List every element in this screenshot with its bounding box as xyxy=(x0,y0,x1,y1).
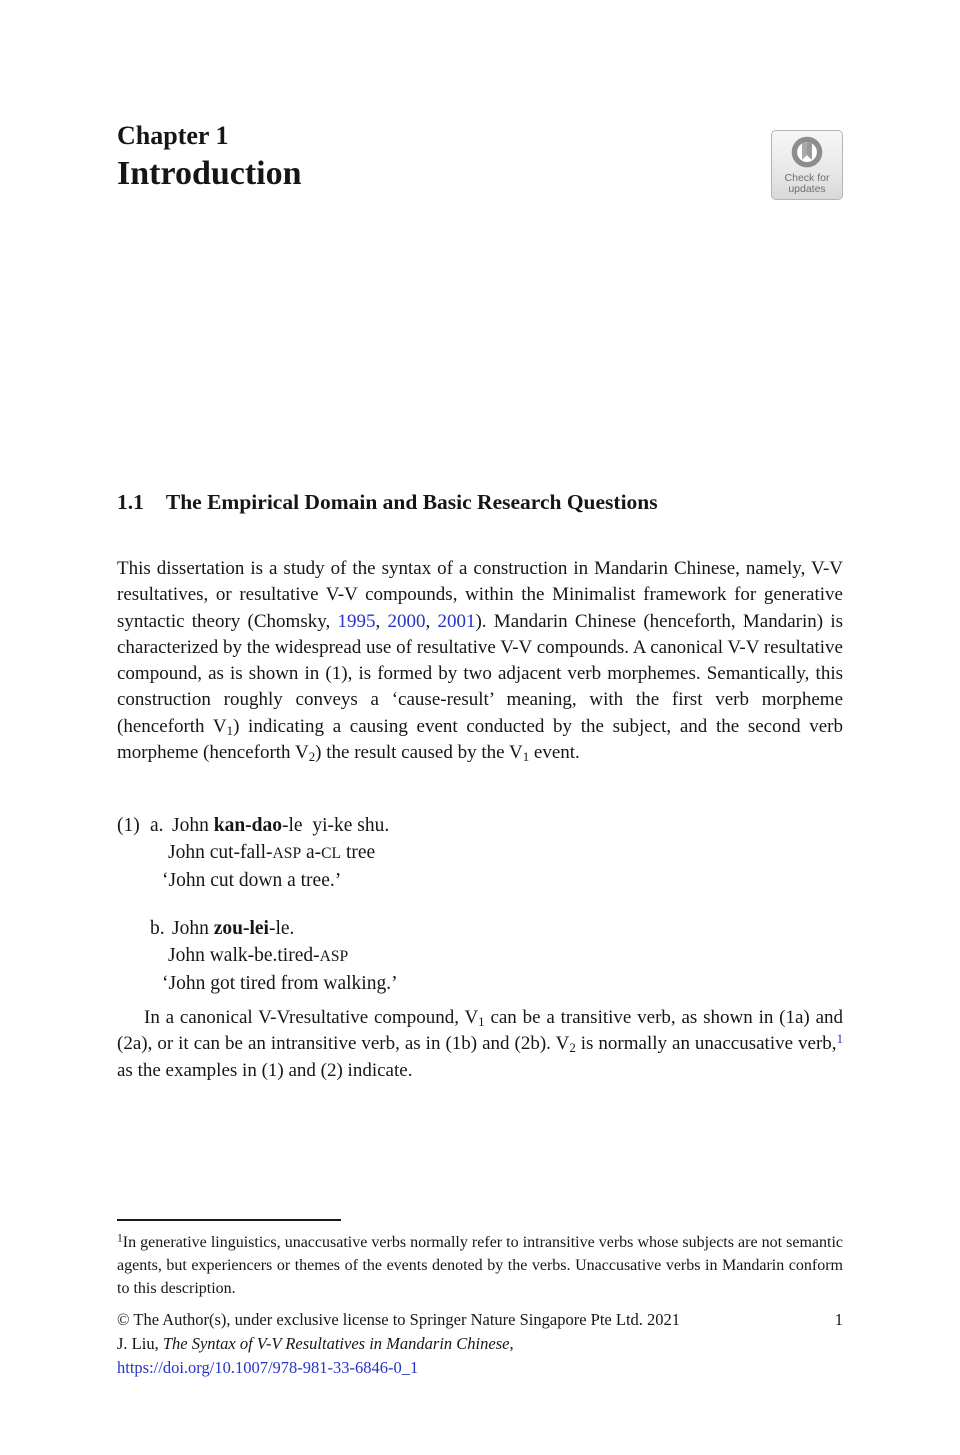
doi-link[interactable]: https://doi.org/10.1007/978-981-33-6846-0_1 xyxy=(117,1358,419,1377)
paragraph-text: as the examples in (1) and (2) indicate. xyxy=(117,1059,413,1081)
v2-subscript: 2 xyxy=(569,1040,576,1056)
footnote-separator xyxy=(117,1219,341,1221)
compound-verb-bold: kan-dao xyxy=(213,815,282,836)
example-1a-source-line xyxy=(117,812,843,839)
footnote-1 xyxy=(117,1231,843,1300)
section-heading xyxy=(117,490,843,516)
footnote-marker: 1 xyxy=(117,1232,123,1245)
page-number: 1 xyxy=(834,1310,843,1329)
example-1b xyxy=(117,915,843,997)
citation-link-2000[interactable]: 2000 xyxy=(387,610,426,632)
body-paragraph-2 xyxy=(117,1005,843,1084)
badge-label-line2: updates xyxy=(788,183,826,195)
gloss-text: a- xyxy=(301,842,322,863)
paragraph-text: ). Mandarin Chinese (henceforth, Mandarin) is characterized by the widespread use of resultative V-V compounds. A canonical V-V resultative compound, as is shown in (1), is formed by two adjacent verb morphemes. Semantically, this construction roughly conveys a ‘cause-result’ meaning, with the first verb morpheme (henceforth V xyxy=(117,610,844,737)
paragraph-text: can be a transitive verb, as shown in (1a) and (2a), or it can be an intransitive verb, as in (1b) and (2b). V xyxy=(117,1007,843,1055)
intro-paragraph xyxy=(117,556,843,766)
title-suffix: , xyxy=(509,1334,514,1353)
doi-line xyxy=(117,1356,843,1380)
copyright-line xyxy=(117,1308,843,1332)
example-1b-gloss-line xyxy=(117,942,843,970)
v1-subscript: 1 xyxy=(478,1013,485,1029)
gloss-abbrev-cl: CL xyxy=(321,845,342,862)
example-1b-label: b. xyxy=(150,918,165,939)
gloss-text: John walk-be.tired- xyxy=(168,945,320,966)
footnote-text: In generative linguistics, unaccusative verbs normally refer to intransitive verbs whose subjects are not semantic agents, but experiencers or themes of the events denoted by the verbs. Unaccusative verbs in Mandarin conform to this description. xyxy=(117,1234,843,1297)
paragraph-text: , xyxy=(425,610,438,632)
linguistic-example-1 xyxy=(117,812,843,997)
footnote-ref-link[interactable]: 1 xyxy=(836,1031,844,1047)
check-for-updates-badge[interactable] xyxy=(771,130,843,200)
example-number: (1) xyxy=(117,815,140,836)
example-1a xyxy=(117,812,843,894)
chapter-number: Chapter 1 xyxy=(117,121,229,150)
example-1a-translation-line xyxy=(117,867,843,894)
citation-line xyxy=(117,1332,843,1356)
chapter-title: Introduction xyxy=(117,155,302,193)
translation-text: ‘John got tired from walking.’ xyxy=(162,973,398,994)
gloss-abbrev-asp: ASP xyxy=(319,948,349,965)
source-text: -le. xyxy=(268,918,295,939)
chapter-header xyxy=(117,120,302,193)
section-title: The Empirical Domain and Basic Research Questions xyxy=(165,490,658,514)
gloss-text: tree xyxy=(341,842,376,863)
paragraph-text: In a canonical V-Vresultative compound, V xyxy=(144,1007,479,1028)
badge-label-line1: Check for xyxy=(784,171,830,184)
v2-subscript: 2 xyxy=(308,748,316,764)
v1-subscript: 1 xyxy=(522,748,530,764)
crossmark-bookmark-icon xyxy=(789,135,825,171)
source-text: John xyxy=(172,815,214,836)
page-footer xyxy=(117,1308,843,1380)
author-name: J. Liu, xyxy=(117,1334,163,1353)
translation-text: ‘John cut down a tree.’ xyxy=(162,870,342,891)
gloss-text: John cut-fall- xyxy=(168,842,273,863)
citation-link-2001[interactable]: 2001 xyxy=(437,610,476,632)
source-text: -le yi-ke shu. xyxy=(282,815,390,836)
gloss-abbrev-asp: ASP xyxy=(272,845,302,862)
example-1b-source-line xyxy=(117,915,843,942)
example-1b-translation-line xyxy=(117,970,843,997)
paragraph-text: This dissertation is a study of the syntax of a construction in Mandarin Chinese, namely, V-V resultatives, or resultative V-V compounds, within the Minimalist framework for generative syntactic theory (Chomsky, xyxy=(117,558,843,632)
compound-verb-bold: zou-lei xyxy=(213,918,269,939)
paragraph-text: ) indicating a causing event conducted by the subject, and the second verb morpheme (henceforth V xyxy=(117,715,844,764)
paragraph-text: ) the result caused by the V xyxy=(315,742,523,764)
example-1a-gloss-line xyxy=(117,839,843,867)
citation-link-1995[interactable]: 1995 xyxy=(337,610,376,632)
copyright-text: © The Author(s), under exclusive license to Springer Nature Singapore Pte Ltd. 2021 xyxy=(117,1310,681,1329)
v1-subscript: 1 xyxy=(226,722,234,738)
book-title: The Syntax of V-V Resultatives in Mandarin Chinese xyxy=(162,1334,510,1353)
paragraph-text: , xyxy=(375,610,388,632)
paragraph-text: is normally an unaccusative verb, xyxy=(575,1033,837,1055)
paragraph-text: event. xyxy=(529,742,580,764)
section-number: 1.1 xyxy=(117,490,144,514)
example-1a-label: a. xyxy=(150,815,164,836)
source-text: John xyxy=(172,918,214,939)
